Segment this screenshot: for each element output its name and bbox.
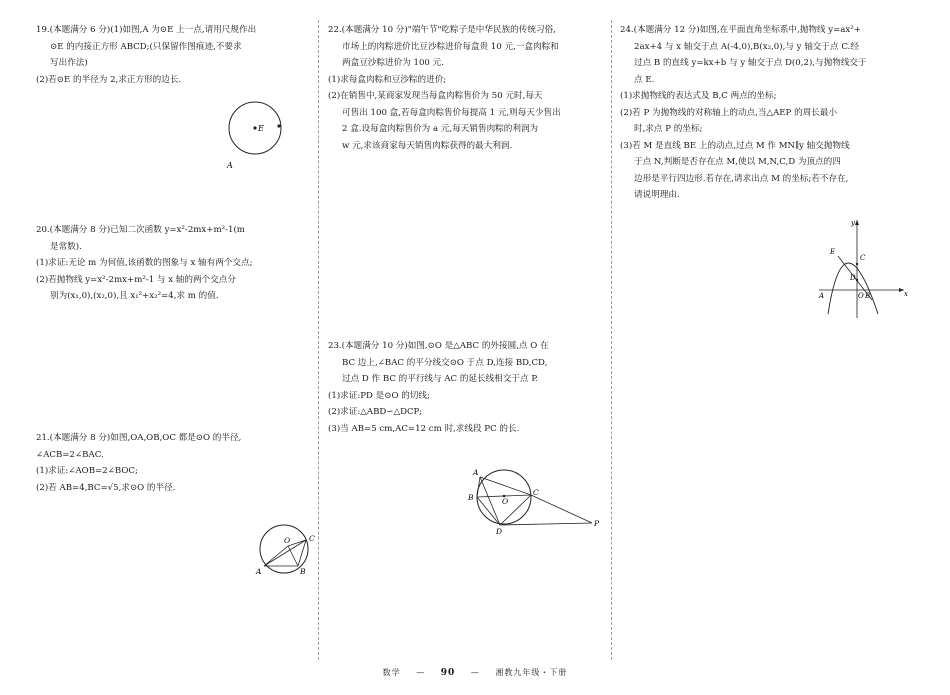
q21-line-4: (2)若 AB=4,BC=√5,求⊙O 的半径. [36, 482, 176, 493]
q20-line-4: (2)若抛物线 y=x²-2mx+m²-1 与 x 轴的两个交点分 [36, 274, 236, 285]
q24-line-3: 过点 B 的直线 y=kx+b 与 y 轴交于点 D(0,2),与抛物线交于 [634, 58, 867, 68]
q23-label-b: B [468, 493, 474, 502]
q24-line-2: 2ax+4 与 x 轴交于点 A(-4,0),B(x₂,0),与 y 轴交于点 C.经 [634, 41, 859, 52]
q23-label-c: C [533, 488, 539, 497]
q24-label-c: C [860, 254, 866, 262]
footer-edition: 湘教九年级・下册 [495, 668, 568, 677]
q19-line-4: (2)若⊙E 的半径为 2,求正方形的边长. [36, 74, 182, 85]
question-21 [36, 430, 312, 496]
q22-line-3: 两盒豆沙粽进价为 100 元. [342, 58, 444, 68]
q22-line-2: 市场上的肉粽进价比豆沙粽进价每盒贵 10 元,一盒肉粽和 [342, 41, 559, 52]
q24-line-6: (2)若 P 为抛物线的对称轴上的动点,当△AEP 的周长最小 [620, 107, 838, 118]
q24-coordinate-figure [814, 216, 914, 320]
q20-line-3: (1)求证:无论 m 为何值,该函数的图象与 x 轴有两个交点; [36, 258, 253, 268]
q24-line-4: 点 E. [634, 74, 655, 85]
q21-label-b: B [300, 567, 306, 576]
q22-line-4: (1)求每盒肉粽和豆沙粽的进价; [328, 74, 447, 85]
q21-line-1: 21.(本题满分 8 分)如图,OA,OB,OC 都是⊙O 的半径, [36, 433, 242, 443]
q24-label-e: E [830, 248, 836, 256]
q22-line-8: w 元,求该商家每天销售肉粽获得的最大利润. [342, 140, 513, 151]
q19-line-3: 写出作法) [50, 58, 88, 68]
q24-line-5: (1)求抛物线的表达式及 B,C 两点的坐标; [620, 91, 777, 101]
q23-label-d: D [496, 527, 503, 536]
footer-page-number: 90 [440, 668, 456, 678]
q21-circle-figure [248, 522, 318, 580]
q24-line-11: 请说明理由. [634, 190, 680, 200]
q23-label-p: P [594, 519, 600, 528]
q24-line-9: 于点 N,判断是否存在点 M,使以 M,N,C,D 为顶点的四 [634, 157, 841, 167]
q23-line-1: 23.(本题满分 10 分)如图,⊙O 是△ABC 的外接圆,点 O 在 [328, 341, 549, 351]
q20-line-2: 是常数). [50, 241, 82, 252]
q24-label-a: A [819, 292, 825, 300]
q24-line-7: 时,求点 P 的坐标; [634, 124, 703, 134]
column-divider-1 [318, 20, 319, 660]
q23-line-3: 过点 D 作 BC 的平行线与 AC 的延长线相交于点 P. [342, 374, 539, 384]
q24-line-10: 边形是平行四边形.若存在,请求出点 M 的坐标;若不存在, [634, 173, 849, 184]
q19-line-1: 19.(本题满分 6 分)(1)如图,A 为⊙E 上一点,请用尺规作出 [36, 25, 257, 35]
q19-label-a: A [227, 161, 233, 170]
q23-label-a: A [473, 468, 479, 477]
column-divider-2 [611, 20, 612, 660]
q21-label-c: C [309, 534, 315, 543]
q21-label-o: O [284, 536, 291, 545]
question-24 [620, 22, 912, 204]
q23-line-6: (3)当 AB=5 cm,AC=12 cm 时,求线段 PC 的长. [328, 423, 520, 434]
footer-subject: 数学 [382, 668, 401, 677]
q21-label-a: A [256, 567, 262, 576]
q23-line-4: (1)求证:PD 是⊙O 的切线; [328, 390, 430, 401]
q20-line-1: 20.(本题满分 8 分)已知二次函数 y=x²-2mx+m²-1(m [36, 225, 245, 235]
q21-line-2: ∠ACB=2∠BAC. [36, 449, 104, 460]
footer-dash-left: — [416, 668, 426, 677]
footer-dash-right: — [470, 668, 480, 677]
q24-label-x: x [904, 290, 908, 298]
question-22 [328, 22, 604, 154]
question-20 [36, 222, 312, 305]
question-23 [328, 338, 604, 437]
page-footer [0, 667, 950, 678]
q22-line-5: (2)在销售中,某商家发现当每盒肉粽售价为 50 元时,每天 [328, 91, 543, 101]
q19-label-e: E [258, 124, 264, 133]
q21-line-3: (1)求证:∠AOB=2∠BOC; [36, 466, 138, 476]
q23-circle-figure [464, 464, 604, 536]
q22-line-1: 22.(本题满分 10 分)"端午节"吃粽子是中华民族的传统习俗, [328, 25, 556, 35]
q24-label-o: O [858, 292, 864, 300]
q24-label-y: y [851, 219, 855, 227]
q22-line-6: 可售出 100 盒,若每盒肉粽售价每提高 1 元,则每天少售出 [342, 107, 561, 118]
q24-label-d: D [850, 274, 856, 282]
q23-line-5: (2)求证:△ABD∽△DCP; [328, 407, 422, 417]
q24-line-1: 24.(本题满分 12 分)如图,在平面直角坐标系中,抛物线 y=ax²+ [620, 25, 861, 35]
question-19 [36, 22, 312, 88]
q19-line-2: ⊙E 的内接正方形 ABCD;(只保留作图痕迹,不要求 [50, 41, 242, 52]
q22-line-7: 2 盒.设每盒肉粽售价为 a 元,每天销售肉粽的利润为 [342, 124, 539, 134]
q19-circle-figure [222, 94, 288, 174]
q20-line-5: 别为(x₁,0),(x₂,0),且 x₁²+x₂²=4,求 m 的值. [50, 291, 219, 301]
q23-line-2: BC 边上,∠BAC 的平分线交⊙O 于点 D,连接 BD,CD, [342, 357, 548, 368]
q23-label-o: O [502, 497, 509, 506]
q24-line-8: (3)若 M 是直线 BE 上的动点,过点 M 作 MN∥y 轴交抛物线 [620, 140, 850, 151]
q24-label-b: B [865, 292, 871, 300]
